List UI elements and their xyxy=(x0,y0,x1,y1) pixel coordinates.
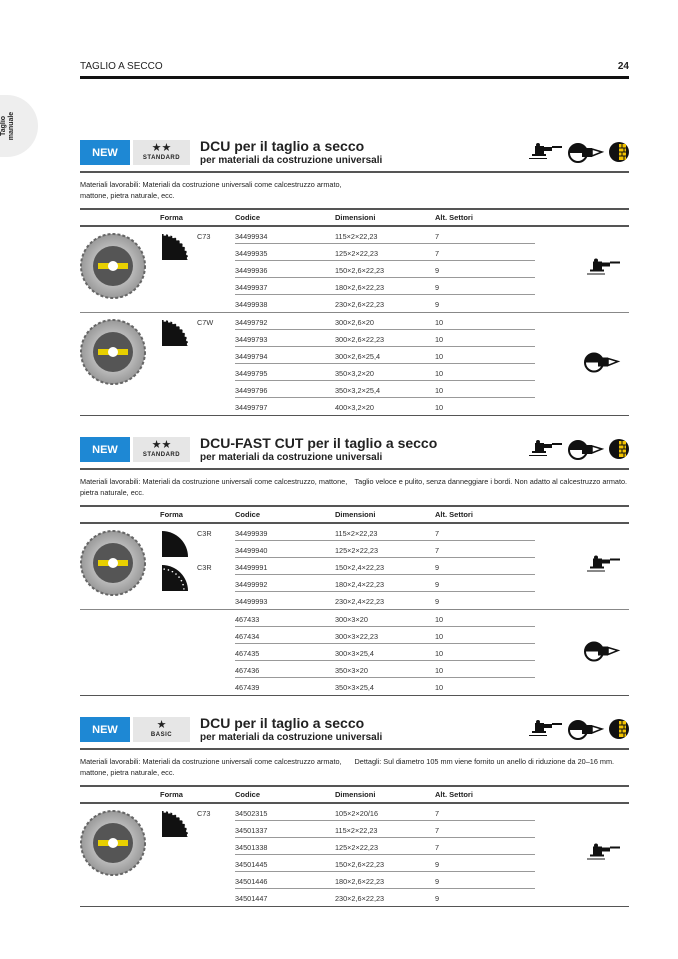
section-heading xyxy=(80,136,629,173)
level-badge xyxy=(133,437,190,462)
product-code: 34501337 xyxy=(235,826,268,835)
product-section xyxy=(80,433,629,696)
description xyxy=(80,470,629,507)
level-label: STANDARD xyxy=(142,452,181,458)
product-title: DCU-FAST CUT per il taglio a secco xyxy=(200,435,438,451)
description xyxy=(80,750,629,787)
product-code: 34502315 xyxy=(235,809,268,818)
product-subtitle: per materiali da costruzione universali xyxy=(200,732,383,743)
level-badge xyxy=(133,717,190,742)
segment-height: 10 xyxy=(435,615,444,624)
dimensions: 350×3,2×25,4 xyxy=(335,386,381,395)
product-code: 34499937 xyxy=(235,283,268,292)
segment-height: 7 xyxy=(435,843,440,852)
col-forma: Forma xyxy=(160,510,183,519)
table-row xyxy=(80,575,629,592)
table-row xyxy=(80,889,629,906)
segment-height: 7 xyxy=(435,546,440,555)
segment-height: 9 xyxy=(435,877,440,886)
dimensions: 300×2,6×25,4 xyxy=(335,352,381,361)
segment-height: 9 xyxy=(435,894,440,903)
page-number: 24 xyxy=(617,61,629,72)
dimensions: 300×2,6×22,23 xyxy=(335,335,385,344)
col-forma: Forma xyxy=(160,790,183,799)
product-group xyxy=(80,313,629,416)
product-code: 34499796 xyxy=(235,386,268,395)
segment-height: 9 xyxy=(435,580,440,589)
dimensions: 350×3,2×20 xyxy=(335,369,374,378)
brick-material-icon xyxy=(609,438,629,465)
segment-height: 10 xyxy=(435,403,444,412)
dimensions: 105×2×20/16 xyxy=(335,809,379,818)
section-heading xyxy=(80,713,629,750)
table-row xyxy=(80,381,629,398)
segment-height: 10 xyxy=(435,666,444,675)
table-row xyxy=(80,678,629,695)
table-header xyxy=(80,787,629,804)
segment-height: 10 xyxy=(435,386,444,395)
table-row xyxy=(80,347,629,364)
dimensions: 230×2,6×22,23 xyxy=(335,894,385,903)
forma-label: C3R xyxy=(197,563,212,572)
star-icon: ★ xyxy=(156,719,167,731)
col-codice: Codice xyxy=(235,790,261,799)
table-row xyxy=(80,661,629,678)
forma-label: C7W xyxy=(197,318,214,327)
product-subtitle: per materiali da costruzione universali xyxy=(200,452,383,463)
table-row xyxy=(80,804,629,821)
table-row xyxy=(80,855,629,872)
table-row xyxy=(80,364,629,381)
table-row xyxy=(80,541,629,558)
segment-height: 10 xyxy=(435,369,444,378)
dimensions: 230×2,4×22,23 xyxy=(335,597,385,606)
details-text xyxy=(355,180,630,201)
segment-height: 10 xyxy=(435,649,444,658)
dimensions: 125×2×22,23 xyxy=(335,546,379,555)
table-row xyxy=(80,872,629,889)
details-text: Dettagli: Sul diametro 105 mm viene fornito un anello di riduzione da 20–16 mm. xyxy=(354,757,615,766)
product-code: 467435 xyxy=(235,649,260,658)
cut-off-saw-icon xyxy=(567,438,605,465)
product-group xyxy=(80,610,629,696)
product-code: 467434 xyxy=(235,632,260,641)
product-code: 34499992 xyxy=(235,580,268,589)
table-row xyxy=(80,644,629,661)
product-code: 34501445 xyxy=(235,860,268,869)
brick-material-icon xyxy=(609,141,629,168)
col-codice: Codice xyxy=(235,213,261,222)
table-row xyxy=(80,558,629,575)
star-icon: ★★ xyxy=(151,439,172,451)
level-label: BASIC xyxy=(150,732,173,738)
product-code: 34499797 xyxy=(235,403,268,412)
segment-height: 9 xyxy=(435,283,440,292)
description xyxy=(80,173,629,210)
table-row xyxy=(80,278,629,295)
product-section xyxy=(80,136,629,416)
dimensions: 300×3×22,23 xyxy=(335,632,379,641)
level-badge xyxy=(133,140,190,165)
col-forma: Forma xyxy=(160,213,183,222)
segment-height: 7 xyxy=(435,249,440,258)
col-alt-settori: Alt. Settori xyxy=(435,213,473,222)
segment-height: 10 xyxy=(435,352,444,361)
dimensions: 180×2,6×22,23 xyxy=(335,283,385,292)
col-alt-settori: Alt. Settori xyxy=(435,510,473,519)
product-code: 34499940 xyxy=(235,546,268,555)
product-code: 34499794 xyxy=(235,352,268,361)
segment-height: 9 xyxy=(435,860,440,869)
dimensions: 400×3,2×20 xyxy=(335,403,374,412)
product-code: 34499793 xyxy=(235,335,268,344)
materials-text: Materiali lavorabili: Materiali da costruzione universali come calcestruzzo armato, mattone, pietra naturale, ecc. xyxy=(80,757,342,777)
level-label: STANDARD xyxy=(142,155,181,161)
table-row xyxy=(80,330,629,347)
dimensions: 300×3×20 xyxy=(335,615,368,624)
segment-height: 10 xyxy=(435,683,444,692)
product-code: 34499795 xyxy=(235,369,268,378)
table-header xyxy=(80,210,629,227)
side-tab-taglio-manuale[interactable] xyxy=(0,95,38,157)
product-code: 34499934 xyxy=(235,232,268,241)
table-row xyxy=(80,398,629,415)
dimensions: 350×3×20 xyxy=(335,666,368,675)
new-badge: NEW xyxy=(80,437,130,462)
product-title: DCU per il taglio a secco xyxy=(200,715,365,731)
product-code: 467436 xyxy=(235,666,260,675)
materials-text: Materiali lavorabili: Materiali da costruzione universali come calcestruzzo armato, mattone, pietra naturale, ecc. xyxy=(80,180,342,200)
product-code: 34501447 xyxy=(235,894,268,903)
cut-off-saw-icon xyxy=(567,141,605,168)
table-row xyxy=(80,295,629,312)
product-code: 467439 xyxy=(235,683,260,692)
product-code: 467433 xyxy=(235,615,260,624)
segment-height: 7 xyxy=(435,826,440,835)
product-code: 34499991 xyxy=(235,563,268,572)
table-row xyxy=(80,227,629,244)
forma-label: C73 xyxy=(197,232,211,241)
angle-grinder-icon xyxy=(529,719,563,744)
product-code: 34501338 xyxy=(235,843,268,852)
dimensions: 125×2×22,23 xyxy=(335,249,379,258)
table-row xyxy=(80,244,629,261)
dimensions: 300×2,6×20 xyxy=(335,318,374,327)
table-row xyxy=(80,838,629,855)
dimensions: 180×2,4×22,23 xyxy=(335,580,385,589)
segment-height: 9 xyxy=(435,563,440,572)
table-row xyxy=(80,524,629,541)
star-icon: ★★ xyxy=(151,142,172,154)
dimensions: 115×2×22,23 xyxy=(335,232,378,241)
table-row xyxy=(80,313,629,330)
table-row xyxy=(80,610,629,627)
brick-material-icon xyxy=(609,718,629,745)
product-code: 34499792 xyxy=(235,318,268,327)
angle-grinder-icon xyxy=(529,142,563,167)
forma-label: C3R xyxy=(197,529,212,538)
table-header xyxy=(80,507,629,524)
table-row xyxy=(80,261,629,278)
materials-text: Materiali lavorabili: Materiali da costruzione universali come calcestruzzo, mattone, pietra naturale, ecc. xyxy=(80,477,348,497)
product-code: 34499936 xyxy=(235,266,268,275)
forma-label: C73 xyxy=(197,809,211,818)
segment-height: 7 xyxy=(435,232,440,241)
col-codice: Codice xyxy=(235,510,261,519)
table-row xyxy=(80,592,629,609)
col-dimensioni: Dimensioni xyxy=(335,510,376,519)
dimensions: 150×2,6×22,23 xyxy=(335,266,385,275)
dimensions: 125×2×22,23 xyxy=(335,843,379,852)
table-row xyxy=(80,627,629,644)
dimensions: 115×2×22,23 xyxy=(335,529,378,538)
segment-height: 7 xyxy=(435,809,440,818)
dimensions: 350×3×25,4 xyxy=(335,683,374,692)
angle-grinder-icon xyxy=(529,439,563,464)
dimensions: 115×2×22,23 xyxy=(335,826,378,835)
product-group xyxy=(80,524,629,610)
side-tab-line2: manuale xyxy=(8,111,15,141)
segment-height: 9 xyxy=(435,597,440,606)
side-tab-line1: Taglio xyxy=(0,115,7,137)
dimensions: 230×2,6×22,23 xyxy=(335,300,385,309)
dimensions: 150×2,6×22,23 xyxy=(335,860,385,869)
segment-height: 9 xyxy=(435,266,440,275)
header-rule xyxy=(80,76,629,79)
new-badge: NEW xyxy=(80,140,130,165)
product-group xyxy=(80,804,629,907)
product-subtitle: per materiali da costruzione universali xyxy=(200,155,383,166)
dimensions: 300×3×25,4 xyxy=(335,649,374,658)
product-section xyxy=(80,713,629,907)
dimensions: 180×2,6×22,23 xyxy=(335,877,385,886)
table-row xyxy=(80,821,629,838)
dimensions: 150×2,4×22,23 xyxy=(335,563,385,572)
col-dimensioni: Dimensioni xyxy=(335,790,376,799)
product-group xyxy=(80,227,629,313)
section-heading xyxy=(80,433,629,470)
product-code: 34499939 xyxy=(235,529,268,538)
new-badge: NEW xyxy=(80,717,130,742)
cut-off-saw-icon xyxy=(567,718,605,745)
segment-height: 10 xyxy=(435,318,444,327)
page-header xyxy=(80,61,629,72)
product-code: 34499993 xyxy=(235,597,268,606)
details-text: Taglio veloce e pulito, senza danneggiare i bordi. Non adatto al calcestruzzo armato. xyxy=(354,477,628,486)
segment-height: 9 xyxy=(435,300,440,309)
col-dimensioni: Dimensioni xyxy=(335,213,376,222)
section-title: TAGLIO A SECCO xyxy=(80,61,163,72)
col-alt-settori: Alt. Settori xyxy=(435,790,473,799)
product-title: DCU per il taglio a secco xyxy=(200,138,365,154)
product-code: 34499935 xyxy=(235,249,268,258)
segment-height: 10 xyxy=(435,632,444,641)
segment-height: 7 xyxy=(435,529,440,538)
segment-height: 10 xyxy=(435,335,444,344)
product-code: 34501446 xyxy=(235,877,268,886)
product-code: 34499938 xyxy=(235,300,268,309)
